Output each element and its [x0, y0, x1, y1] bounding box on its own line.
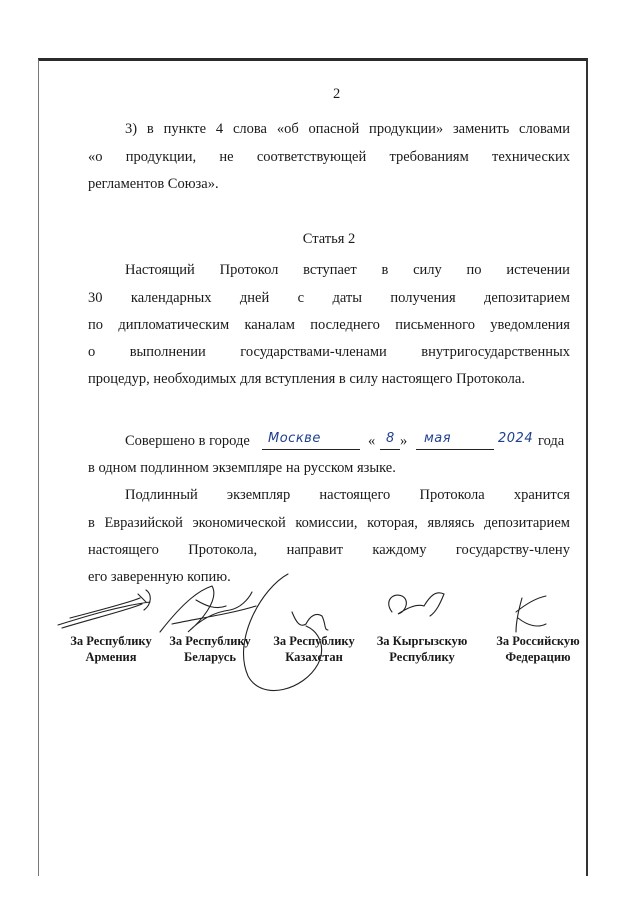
word: календарных — [130, 290, 212, 306]
word: настоящего — [319, 487, 391, 503]
word: вступает — [303, 262, 357, 278]
word: Протокола, — [188, 542, 258, 558]
word: Подлинный — [125, 487, 198, 503]
quote-open: « — [368, 433, 376, 449]
quote-close: » — [400, 433, 408, 449]
word: дипломатическим — [118, 317, 230, 333]
signatory-kazakhstan — [264, 633, 364, 666]
signatory-armenia — [62, 633, 160, 666]
word: даты — [332, 290, 363, 306]
word: уведомления — [490, 317, 570, 333]
word: внутригосударственных — [421, 344, 570, 360]
word: силу — [413, 262, 442, 278]
word: не — [219, 149, 234, 165]
article-line5: процедур, необходимых для вступления в силу настоящего Протокола. — [88, 371, 525, 387]
word: экономической — [192, 515, 286, 531]
word: государствами-членами — [240, 344, 387, 360]
word: по — [466, 262, 482, 278]
word: по — [88, 317, 104, 333]
word: каждому — [372, 542, 427, 558]
signatory-armenia-line2: Армения — [85, 650, 137, 665]
page-number: 2 — [333, 86, 341, 102]
word: депозитарием — [484, 515, 570, 531]
signatory-armenia-line1: За Республику — [70, 634, 152, 648]
word: настоящего — [88, 542, 159, 558]
item3-line1: 3) в пункте 4 слова «об опасной продукции» заменить словами — [125, 121, 570, 137]
signatory-kyrgyzstan — [370, 633, 474, 666]
word: которая, — [367, 515, 418, 531]
word: письменного — [395, 317, 475, 333]
word: хранится — [513, 487, 570, 503]
signatory-russia — [488, 633, 588, 666]
signatory-kazakhstan-line2: Казахстан — [285, 650, 343, 665]
item3-line3: регламентов Союза». — [88, 176, 219, 192]
done-line2: в одном подлинном экземпляре на русском языке. — [88, 460, 396, 476]
word: 30 — [88, 290, 103, 306]
word: дней — [239, 290, 270, 306]
signature-russia — [516, 596, 546, 632]
signatory-belarus-line2: Беларусь — [184, 650, 236, 665]
word: «о — [88, 149, 103, 165]
word: государству-члену — [455, 542, 570, 558]
word: Протокол — [219, 262, 279, 278]
word: в — [88, 515, 95, 531]
word: Протокола — [419, 487, 485, 503]
done-prefix: Совершено в городе — [125, 433, 250, 449]
original-line4: его заверенную копию. — [88, 569, 231, 585]
day-handwritten: 8 — [386, 431, 395, 446]
word: последнего — [310, 317, 380, 333]
word: получения — [390, 290, 456, 306]
word: выполнении — [129, 344, 206, 360]
signatory-belarus — [160, 633, 260, 666]
signature-belarus — [160, 586, 256, 632]
word: комиссии, — [295, 515, 358, 531]
signatory-kyrgyzstan-line1: За Кыргызскую — [376, 634, 468, 648]
word: Настоящий — [125, 262, 195, 278]
word: с — [297, 290, 305, 306]
city-handwritten: Москве — [268, 431, 321, 446]
done-suffix: года — [538, 433, 565, 449]
month-handwritten: мая — [424, 431, 452, 446]
signatory-russia-line2: Федерацию — [505, 650, 571, 665]
word: депозитарием — [484, 290, 570, 306]
word: соответствующей — [256, 149, 367, 165]
word: каналам — [244, 317, 295, 333]
signatory-kyrgyzstan-line2: Республику — [389, 650, 455, 665]
signature-kyrgyzstan — [389, 593, 444, 616]
word: направит — [286, 542, 343, 558]
article-title: Статья 2 — [302, 231, 356, 247]
signatory-kazakhstan-line1: За Республику — [273, 634, 355, 648]
signatory-belarus-line1: За Республику — [169, 634, 251, 648]
word: являясь — [427, 515, 475, 531]
word: технических — [492, 149, 570, 165]
word: экземпляр — [226, 487, 291, 503]
word: требованиям — [389, 149, 469, 165]
word: о — [88, 344, 96, 360]
word: Евразийской — [104, 515, 183, 531]
word: истечении — [506, 262, 570, 278]
word: продукции, — [125, 149, 197, 165]
signatory-russia-line1: За Российскую — [496, 634, 580, 648]
year-handwritten: 2024 — [498, 431, 534, 446]
signature-armenia — [58, 590, 150, 628]
word: в — [381, 262, 389, 278]
